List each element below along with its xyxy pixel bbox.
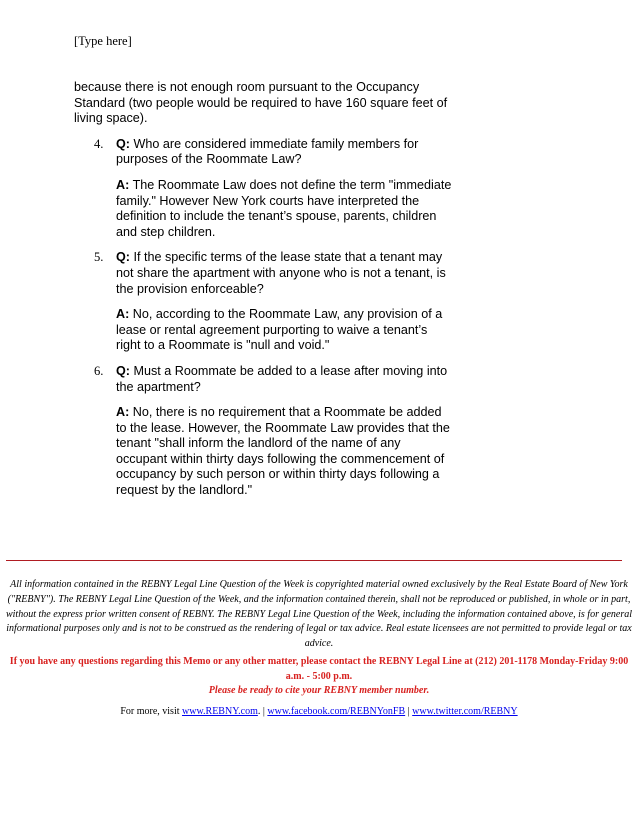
more-prefix: For more, visit	[120, 706, 183, 717]
a-label: A:	[116, 177, 130, 192]
answer-body: No, there is no requirement that a Roommate be added to the lease. However, the Roommate Law provides that the tenant "shall inform the landlord of the name of any occupant within thirty days following the commencement of occupancy by such person or within thirty days following a request by the landlord."	[116, 405, 450, 498]
qa-item-5	[74, 250, 454, 354]
q-label: Q:	[116, 136, 130, 151]
legal-line-contact: If you have any questions regarding this Memo or any other matter, please contact the REBNY Legal Line at (212) 201-1178 Monday-Friday 9:00 a.m. - 5:00 p.m.	[9, 656, 629, 682]
continuation-text: because there is not enough room pursuant to the Occupancy Standard (two people would be required to have 160 square feet of living space).	[74, 80, 448, 126]
item-number: 6.	[94, 363, 104, 378]
question-body: If the specific terms of the lease state that a tenant may not share the apartment with anyone who is not a tenant, is the provision enforceable?	[116, 250, 446, 296]
facebook-link[interactable]: www.facebook.com/REBNYonFB	[267, 706, 406, 717]
link-separator: |	[405, 706, 413, 717]
copyright-disclaimer: All information contained in the REBNY Legal Line Question of the Week is copyrighted material owned exclusively by the Real Estate Board of New York ("REBNY"). The REBNY Legal Line Question of the Week, and the information contained therein, shall not be reproduced or published, in whole or in part, without the express prior written consent of REBNY. The REBNY Legal Line Question of the Week, including the information contained above, is for general informational purposes only and is not to be construed as the rendering of legal or tax advice. Real estate licensees are not permitted to provide legal or tax advice.	[5, 579, 633, 650]
answer-text	[116, 405, 454, 499]
more-links	[0, 705, 638, 719]
footer-divider	[6, 560, 622, 561]
rebny-link[interactable]: www.REBNY.com	[182, 706, 258, 717]
link-separator: . |	[257, 706, 268, 717]
question-text	[116, 137, 454, 168]
q-label: Q:	[116, 363, 130, 378]
answer-body: The Roommate Law does not define the term "immediate family." However New York courts have interpreted the definition to include the tenant’s spouse, parents, children and step children.	[116, 177, 452, 239]
answer-body: No, according to the Roommate Law, any provision of a lease or rental agreement purporting to waive a tenant’s right to a Roommate is "null and void."	[116, 307, 443, 353]
twitter-link[interactable]: www.twitter.com/REBNY	[412, 706, 518, 717]
question-body: Must a Roommate be added to a lease after moving into the apartment?	[116, 363, 448, 394]
q-label: Q:	[116, 250, 130, 265]
qa-item-4	[74, 137, 454, 241]
qa-section	[74, 80, 454, 499]
question-text	[116, 364, 454, 395]
a-label: A:	[116, 405, 130, 420]
answer-text	[116, 178, 454, 240]
a-label: A:	[116, 307, 130, 322]
item-number: 5.	[94, 250, 104, 265]
header-placeholder: [Type here]	[74, 34, 132, 48]
member-number-note: Please be ready to cite your REBNY member number.	[208, 685, 430, 696]
question-text	[116, 250, 454, 297]
qa-item-6	[74, 364, 454, 499]
item-number: 4.	[94, 136, 104, 151]
question-body: Who are considered immediate family members for purposes of the Roommate Law?	[116, 136, 419, 167]
answer-text	[116, 307, 454, 354]
